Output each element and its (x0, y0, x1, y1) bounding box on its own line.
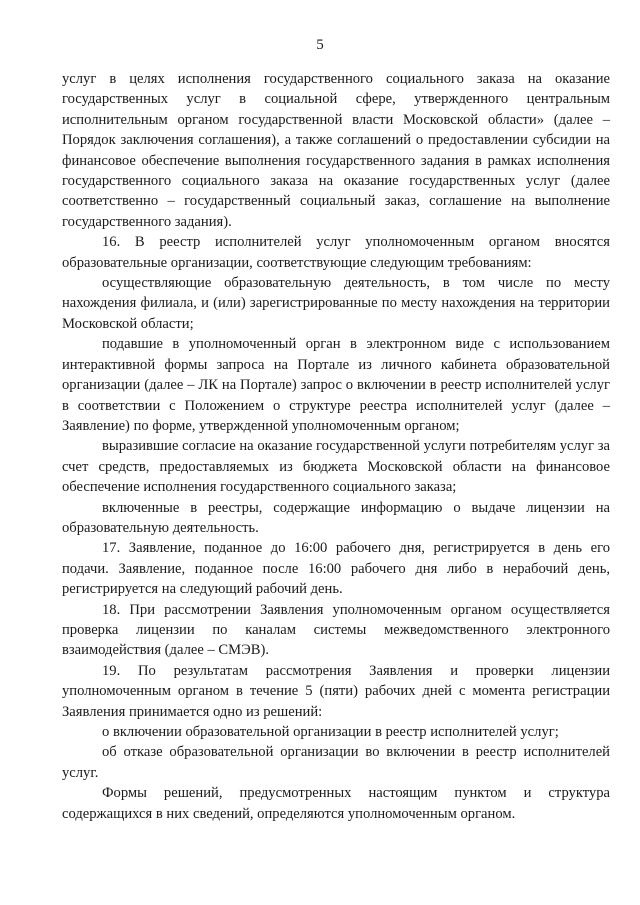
paragraph-item-18: 18. При рассмотрении Заявления уполномоченным органом осуществляется проверка лицензии по каналам системы межведомственного электронного взаимодействия (далее – СМЭВ). (62, 601, 610, 659)
document-body (62, 69, 610, 824)
paragraph-item-16: 16. В реестр исполнителей услуг уполномоченным органом вносятся образовательные организации, соответствующие следующим требованиям: (62, 234, 610, 271)
paragraph-requirement-3: выразившие согласие на оказание государственной услуги потребителям услуг за счет средств, предоставляемых из бюджета Московской области на финансовое обеспечение исполнения государственного социального заказа; (62, 438, 610, 496)
paragraph-decision-2: об отказе образовательной организации во включении в реестр исполнителей услуг. (62, 744, 610, 781)
paragraph-decision-forms: Формы решений, предусмотренных настоящим пунктом и структура содержащихся в них сведений, определяются уполномоченным органом. (62, 785, 610, 822)
paragraph-continuation: услуг в целях исполнения государственного социального заказа на оказание государственных услуг в социальной сфере, утвержденного центральным исполнительным органом государственной власти Московской области» (далее – Порядок заключения соглашения), а также соглашений о предоставлении субсидии на финансовое обеспечение выполнения государственного задания в рамках исполнения государственного социального заказа на оказание государственных услуг (далее соответственно – государственный социальный заказ, соглашение на выполнение государственного задания). (62, 71, 610, 230)
paragraph-requirement-1: осуществляющие образовательную деятельность, в том числе по месту нахождения филиала, и (или) зарегистрированные по месту нахождения на территории Московской области; (62, 275, 610, 332)
paragraph-item-19: 19. По результатам рассмотрения Заявления и проверки лицензии уполномоченным органом в течение 5 (пяти) рабочих дней с момента регистрации Заявления принимается одно из решений: (62, 662, 610, 720)
paragraph-item-17: 17. Заявление, поданное до 16:00 рабочего дня, регистрируется в день его подачи. Заявление, поданное после 16:00 рабочего дня либо в нерабочий день, регистрируется на следующий рабочий день. (62, 540, 610, 598)
paragraph-requirement-4: включенные в реестры, содержащие информацию о выдаче лицензии на образовательную деятельность. (62, 499, 610, 536)
paragraph-decision-1: о включении образовательной организации в реестр исполнителей услуг; (102, 724, 559, 740)
page-number: 5 (316, 37, 324, 53)
paragraph-requirement-2: подавшие в уполномоченный орган в электронном виде с использованием интерактивной формы запроса на Портале из личного кабинета образовательной организации (далее – ЛК на Портале) запрос о включении в реестр исполнителей услуг в соответствии с Положением о структуре реестра исполнителей услуг (далее – Заявление) по форме, утвержденной уполномоченным органом; (62, 336, 610, 434)
